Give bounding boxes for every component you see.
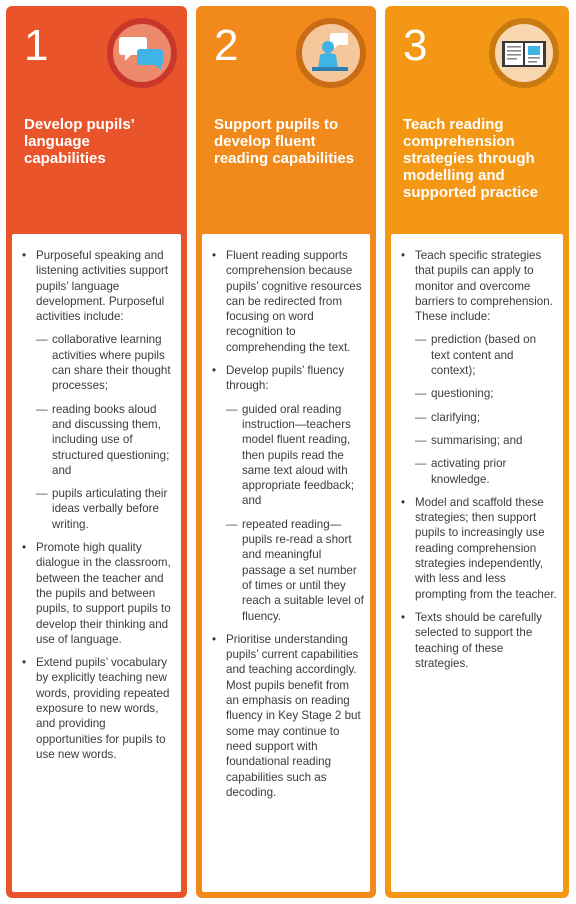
column-header <box>12 12 181 230</box>
column-header <box>391 12 563 230</box>
sub-item: — summarising; and <box>415 433 557 448</box>
bullet-text: Model and scaffold these strategies; then support pupils to increasingly use reading comprehension strategies independently, with less and less prompting from the teacher. <box>415 495 557 601</box>
bullet-item <box>20 540 175 647</box>
sub-item: — prediction (based on text content and context); <box>415 332 557 378</box>
column-3 <box>385 6 569 898</box>
speech-bubbles-icon <box>107 18 177 88</box>
column-body <box>12 234 181 892</box>
bullet-item <box>20 248 175 532</box>
sub-item: — questioning; <box>415 386 557 401</box>
bullet-item <box>210 363 364 624</box>
sub-item: — repeated reading—pupils re-read a short and meaningful passage a set number of times or until they reach a suitable level of fluency. <box>226 517 364 624</box>
column-1 <box>6 6 187 898</box>
column-title: Support pupils to develop fluent reading capabilities <box>214 116 355 167</box>
open-book-icon <box>489 18 559 88</box>
column-number: 2 <box>214 21 239 70</box>
column-number: 1 <box>24 21 49 70</box>
column-title: Develop pupils’ language capabilities <box>24 116 135 167</box>
bullet-item <box>399 248 557 487</box>
bullet-item <box>210 248 364 355</box>
sub-item: — guided oral reading instruction—teachers model fluent reading, then pupils read the same text aloud with appropriate feedback; and <box>226 402 364 509</box>
bullet-text: Teach specific strategies that pupils can apply to monitor and overcome barriers to comprehension. These include: <box>415 249 553 324</box>
column-header <box>202 12 370 230</box>
sub-item: — activating prior knowledge. <box>415 456 557 487</box>
column-body <box>202 234 370 892</box>
bullet-text: Purposeful speaking and listening activities support pupils’ language development. Purposeful activities include: <box>36 249 169 324</box>
reader-at-book-icon <box>296 18 366 88</box>
column-2 <box>196 6 376 898</box>
bullet-text: Texts should be carefully selected to support the teaching of these strategies. <box>415 610 542 670</box>
column-body <box>391 234 563 892</box>
bullet-item <box>399 610 557 671</box>
bullet-text: Extend pupils’ vocabulary by explicitly teaching new words, providing repeated exposure to new words, and providing opportunities for pupils to use new words. <box>36 656 170 761</box>
bullet-item <box>20 655 175 762</box>
column-title: Teach reading comprehension strategies through modelling and supported practice <box>403 116 539 201</box>
bullet-item <box>210 632 364 800</box>
sub-item: — reading books aloud and discussing them, including use of structured questioning; and <box>36 402 175 478</box>
sub-item: — clarifying; <box>415 410 557 425</box>
bullet-text: Develop pupils’ fluency through: <box>226 364 345 393</box>
bullet-text: Promote high quality dialogue in the classroom, between the teacher and the pupils and between pupils, to support pupils to develop their thinking and use of language. <box>36 541 171 646</box>
bullet-text: Fluent reading supports comprehension because pupils’ cognitive resources can be redirected from focusing on word recognition to comprehending the text. <box>226 249 362 354</box>
column-number: 3 <box>403 21 428 70</box>
sub-item: — collaborative learning activities where pupils can share their thought processes; <box>36 332 175 393</box>
bullet-text: Prioritise understanding pupils’ current capabilities and teaching accordingly. Most pupils benefit from an emphasis on reading fluency in Key Stage 2 but some may continue to need support with foundational reading capabilities such as decoding. <box>226 632 361 799</box>
sub-item: — pupils articulating their ideas verbally before writing. <box>36 486 175 532</box>
bullet-item <box>399 495 557 602</box>
